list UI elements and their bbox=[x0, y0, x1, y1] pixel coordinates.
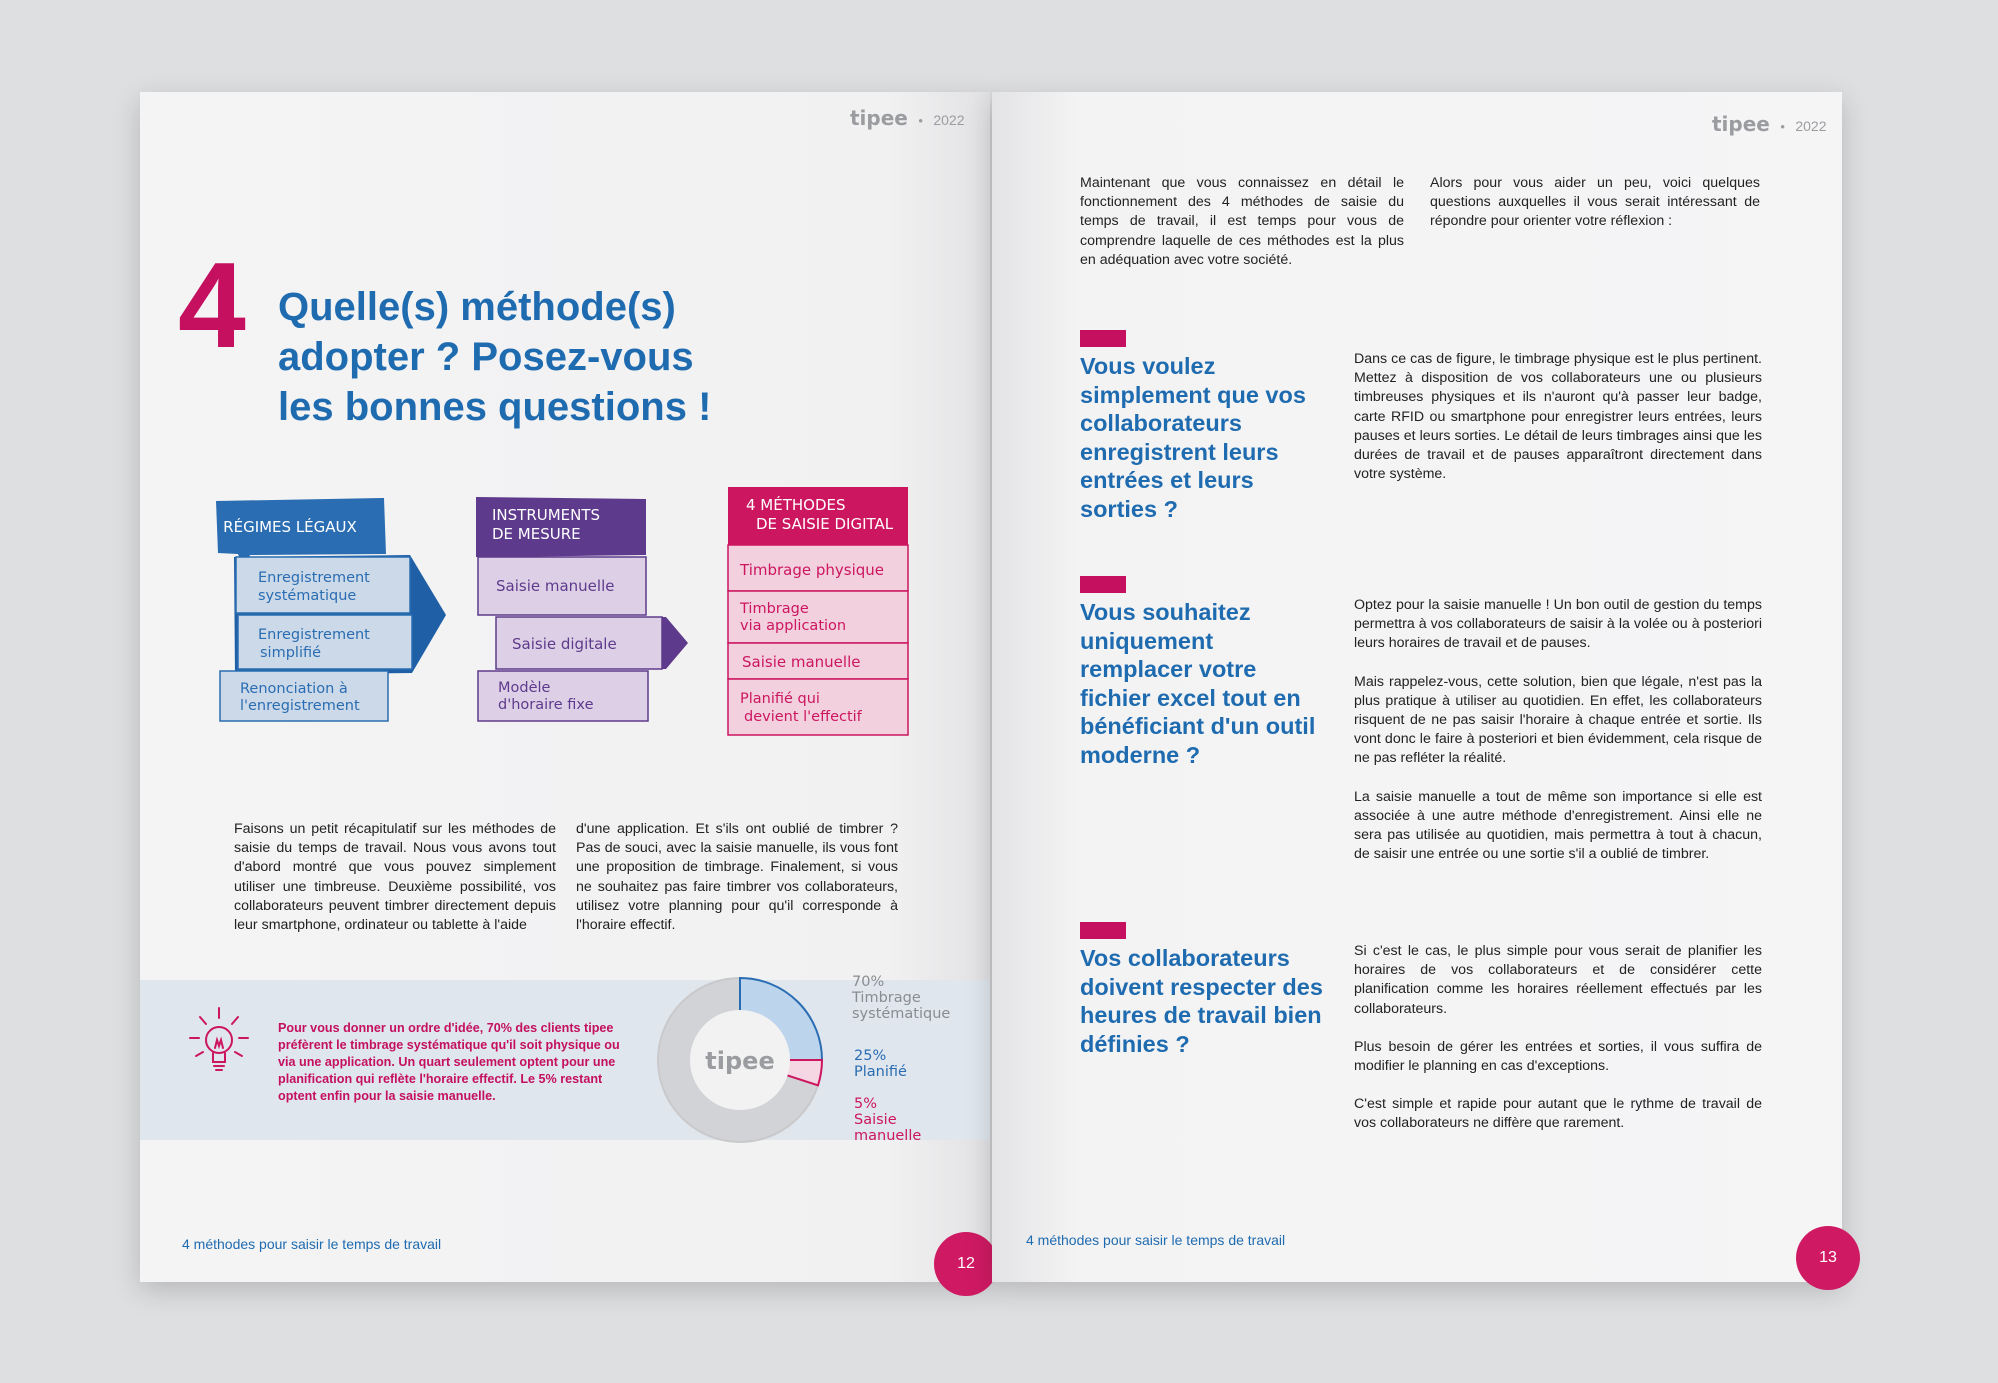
instruments-item-3-line: Modèle bbox=[498, 680, 551, 696]
methods-column bbox=[728, 487, 908, 735]
title-line: les bonnes questions ! bbox=[278, 385, 712, 429]
body-column-1: Faisons un petit récapitulatif sur les méthodes de saisie du temps de travail. Nous vous avons tout d'abord montré que vous pouvez simplement utiliser une timbreuse. Deuxième possibilité, vos collaborateurs peuvent timbrer directement depuis leur smartphone, ordinateur ou tablette à l'aide bbox=[234, 821, 556, 934]
regimes-header: RÉGIMES LÉGAUX bbox=[223, 518, 357, 536]
methods-header-line: DE SAISIE DIGITAL bbox=[756, 515, 894, 533]
methods-item-4-box bbox=[728, 679, 908, 735]
instruments-header-line: DE MESURE bbox=[492, 525, 581, 543]
question-1: Vous voulez simplement que vos collaborateurs enregistrent leurs entrées et leurs sorties ? bbox=[1080, 353, 1306, 522]
methods-item-1: Timbrage physique bbox=[740, 561, 885, 579]
title-line: Quelle(s) méthode(s) bbox=[278, 285, 676, 329]
methods-item-3: Saisie manuelle bbox=[742, 653, 861, 671]
answer-paragraph: Optez pour la saisie manuelle ! Un bon outil de gestion du temps permettra à vos collaborateurs de saisir à la volée ou à posteriori leurs horaires de travail et de pauses. bbox=[1354, 597, 1762, 652]
methods-diagram bbox=[200, 487, 894, 857]
regimes-item-2-line: simplifié bbox=[260, 645, 322, 661]
brand-separator: • bbox=[918, 113, 923, 128]
regimes-item-2-line: Enregistrement bbox=[258, 627, 370, 643]
left-page bbox=[140, 92, 990, 1282]
methods-item-2-line: via application bbox=[740, 618, 847, 634]
instruments-item-3-line: d'horaire fixe bbox=[498, 697, 594, 713]
regimes-item-1-line: Enregistrement bbox=[258, 570, 370, 586]
brand-logo: tipee bbox=[1712, 112, 1770, 136]
question-3: Vos collaborateurs doivent respecter des heures de travail bien définies ? bbox=[1080, 945, 1323, 1057]
intro-column-2: Alors pour vous aider un peu, voici quelques questions auxquelles il vous serait intéressant de répondre pour orienter votre réflexion : bbox=[1430, 175, 1760, 230]
question-2: Vous souhaitez uniquement remplacer votre fichier excel tout en bénéficiant d'un outil moderne ? bbox=[1080, 599, 1316, 768]
page-title bbox=[278, 282, 711, 432]
brand-year: 2022 bbox=[933, 112, 965, 128]
instruments-header-line: INSTRUMENTS bbox=[492, 506, 601, 524]
regimes-column bbox=[216, 498, 446, 721]
header-brand bbox=[1712, 112, 1827, 136]
regimes-item-3-line: Renonciation à bbox=[240, 681, 348, 697]
methods-item-2-line: Timbrage bbox=[740, 601, 809, 617]
right-page bbox=[992, 92, 1842, 1282]
answer-paragraph: Dans ce cas de figure, le timbrage physique est le plus pertinent. Mettez à disposition de vos collaborateurs une ou plusieurs timbreuses physiques et ils n'auront qu'à passer leur badge, carte RFID ou smartphone pour enregistrer leurs entrées, leurs pauses et leurs sorties. Le détail de leurs timbrages ainsi que les durées de travail et de pauses apparaîtront directement dans votre système. bbox=[1354, 351, 1762, 483]
instruments-item-2: Saisie digitale bbox=[512, 635, 617, 653]
chapter-number: 4 bbox=[178, 237, 246, 373]
page-number-badge: 12 bbox=[934, 1232, 998, 1296]
question-marker bbox=[1080, 576, 1126, 593]
methods-header-line: 4 MÉTHODES bbox=[746, 496, 846, 514]
body-column-2: d'une application. Et s'ils ont oublié de timbrer ? Pas de souci, avec la saisie manuelle, ils vous font une proposition de timbrage. Finalement, si vous ne souhaitez pas faire timbrer vos collaborateurs, utilisez votre planning pour qu'il corresponde à l'horaire effectif. bbox=[576, 821, 898, 934]
legend-pct: 25% bbox=[854, 1048, 887, 1064]
answer-paragraph: Mais rappelez-vous, cette solution, bien que légale, n'est pas la plus pratique à utiliser au quotidien. En effet, les collaborateurs risquent de ne pas saisir l'horaire à chaque entrée et sortie. Ils vont donc le faire à posteriori et bien évidemment, cela risque de ne pas refléter la réalité. bbox=[1354, 673, 1762, 767]
page-footer: 4 méthodes pour saisir le temps de travail bbox=[1026, 1232, 1286, 1248]
legend-item-systematique bbox=[852, 974, 1002, 1022]
legend-item-saisie bbox=[854, 1096, 944, 1144]
legend-label: Saisie manuelle bbox=[854, 1112, 922, 1144]
brand-separator: • bbox=[1780, 119, 1785, 134]
answer-paragraph: La saisie manuelle a tout de même son importance si elle est associée à une autre méthode d'enregistrement. Ainsi elle ne sera pas utilisée au quotidien, mais permettra à tout à chacun, de saisir une entrée ou une sortie s'il a oublié de timbrer. bbox=[1354, 788, 1762, 863]
answer-paragraph: C'est simple et rapide pour autant que le rythme de travail de vos collaborateurs ne diffère que rarement. bbox=[1354, 1096, 1762, 1132]
answer-2 bbox=[1354, 596, 1762, 864]
legend-label: Timbrage systématique bbox=[852, 990, 951, 1022]
page-number-badge: 13 bbox=[1796, 1226, 1860, 1290]
methods-item-4-line: devient l'effectif bbox=[744, 709, 862, 725]
instruments-item-1: Saisie manuelle bbox=[496, 577, 615, 595]
page-footer: 4 méthodes pour saisir le temps de travail bbox=[182, 1236, 442, 1252]
methods-donut-chart bbox=[650, 970, 830, 1150]
legend-item-planifie bbox=[854, 1048, 984, 1080]
answer-paragraph: Plus besoin de gérer les entrées et sorties, il vous suffira de modifier le planning en cas d'exceptions. bbox=[1354, 1038, 1762, 1075]
header-brand bbox=[850, 106, 965, 130]
answer-3 bbox=[1354, 942, 1762, 1134]
legend-label: Planifié bbox=[854, 1064, 907, 1080]
callout-text: Pour vous donner un ordre d'idée, 70% des clients tipee préfèrent le timbrage systématique qu'il soit physique ou via une application. Un quart seulement optent pour une planification qui reflète l'horaire effectif. Le 5% restant optent enfin pour la saisie manuelle. bbox=[278, 1021, 620, 1103]
brand-year: 2022 bbox=[1795, 118, 1827, 134]
donut-center-label: tipee bbox=[705, 1047, 775, 1075]
brand-logo: tipee bbox=[850, 106, 908, 130]
regimes-item-3-line: l'enregistrement bbox=[240, 698, 360, 714]
regimes-item-1-line: systématique bbox=[258, 588, 357, 604]
legend-pct: 70% bbox=[852, 974, 885, 990]
methods-item-2-box bbox=[728, 591, 908, 643]
answer-paragraph: Si c'est le cas, le plus simple pour vous serait de planifier les horaires de vos collaborateurs et de considérer cette planification comme les horaires réellement effectués par les collaborateurs. bbox=[1354, 943, 1762, 1017]
intro-column-1: Maintenant que vous connaissez en détail le fonctionnement des 4 méthodes de saisie du temps de travail, il est temps pour vous de comprendre laquelle de ces méthodes est la plus en adéquation avec votre société. bbox=[1080, 175, 1404, 268]
title-line: adopter ? Posez-vous bbox=[278, 335, 694, 379]
methods-item-4-line: Planifié qui bbox=[740, 691, 820, 707]
instruments-item-3-box bbox=[478, 671, 648, 721]
answer-1 bbox=[1354, 350, 1762, 484]
legend-pct: 5% bbox=[854, 1096, 878, 1112]
instruments-column bbox=[476, 497, 688, 721]
question-marker bbox=[1080, 330, 1126, 347]
question-marker bbox=[1080, 922, 1126, 939]
lightbulb-icon bbox=[188, 1004, 250, 1080]
